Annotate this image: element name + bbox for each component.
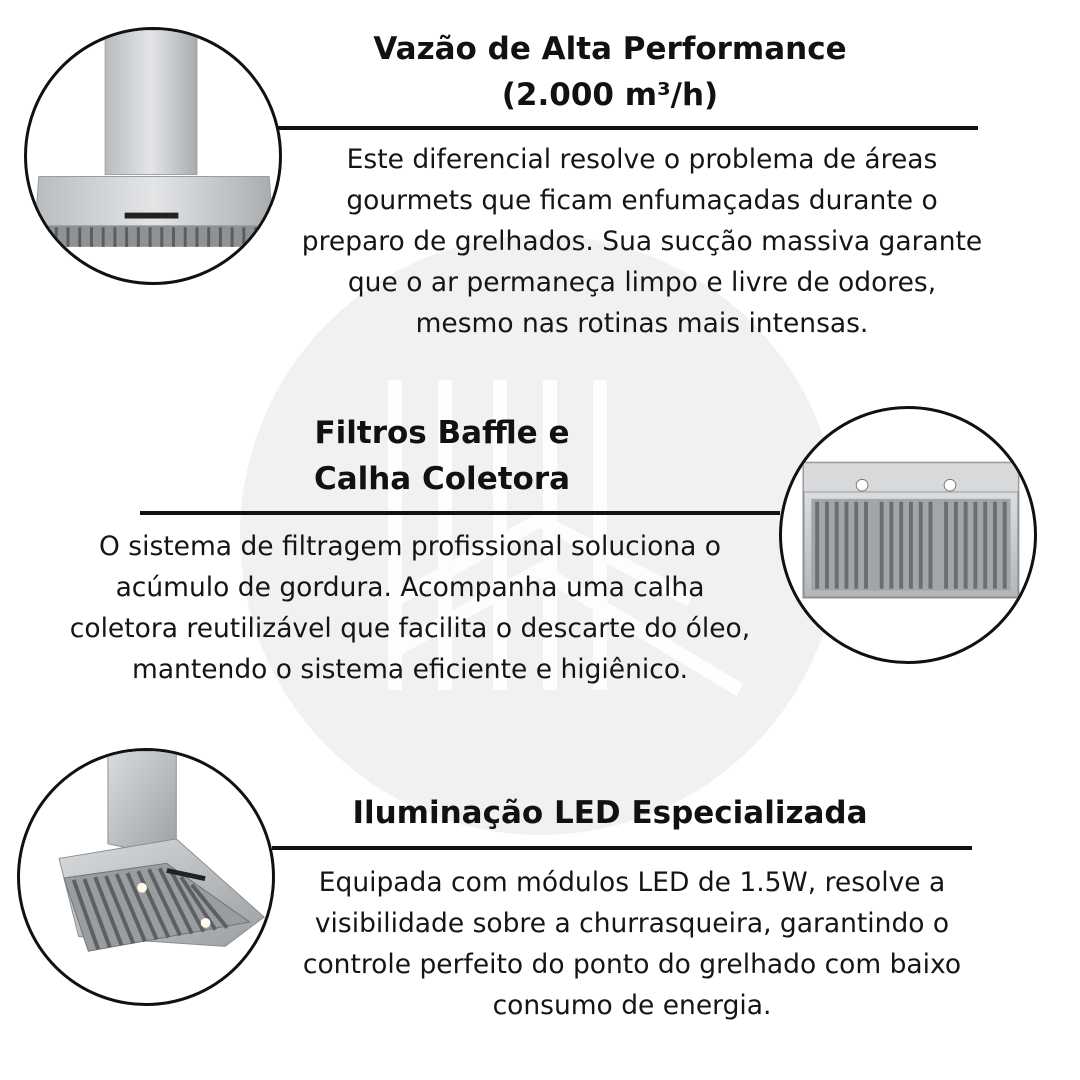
section-1-line: mesmo nas rotinas mais intensas.: [415, 308, 869, 339]
section-3-line: consumo de energia.: [492, 990, 772, 1021]
section-2-line: coletora reutilizável que facilita o descarte do óleo,: [69, 613, 751, 644]
section-1-divider: [278, 126, 978, 130]
section-2-description: [20, 526, 800, 690]
section-1-line: Este diferencial resolve o problema de áreas: [346, 144, 938, 175]
section-2-title: [262, 410, 622, 502]
section-3-line: visibilidade sobre a churrasqueira, garantindo o: [314, 908, 950, 939]
baffle-filter-hood-image: [779, 406, 1037, 664]
section-1-line: gourmets que ficam enfumaçadas durante o: [346, 185, 938, 216]
section-2-title-line-1: Filtros Baffle e: [314, 415, 570, 451]
section-3-divider: [272, 846, 972, 850]
baffle-filter-hood-icon: [782, 409, 1034, 661]
section-1-description: [262, 139, 1022, 344]
section-3-description: [252, 862, 1012, 1026]
section-1-title-line-1: Vazão de Alta Performance: [373, 31, 847, 67]
section-2-line: O sistema de filtragem profissional soluciona o: [99, 531, 721, 562]
section-2-line: acúmulo de gordura. Acompanha uma calha: [115, 572, 705, 603]
range-hood-chimney-image: [24, 27, 282, 285]
section-3-line: controle perfeito do ponto do grelhado com baixo: [302, 949, 962, 980]
section-2-title-line-2: Calha Coletora: [313, 461, 571, 497]
section-1-title-line-2: (2.000 m³/h): [501, 77, 719, 113]
section-3-line: Equipada com módulos LED de 1.5W, resolve a: [318, 867, 946, 898]
section-3-title: [290, 790, 930, 836]
section-1-line: preparo de grelhados. Sua sucção massiva garante: [301, 226, 983, 257]
section-1-title: [290, 26, 930, 118]
range-hood-chimney-icon: [27, 30, 279, 282]
range-hood-led-angle-icon: [20, 751, 272, 1003]
section-2-divider: [140, 511, 780, 515]
section-1-line: que o ar permaneça limpo e livre de odores,: [347, 267, 937, 298]
section-3-title-line-1: Iluminação LED Especializada: [352, 795, 868, 831]
range-hood-led-image: [17, 748, 275, 1006]
section-2-line: mantendo o sistema eficiente e higiênico.: [132, 654, 688, 685]
